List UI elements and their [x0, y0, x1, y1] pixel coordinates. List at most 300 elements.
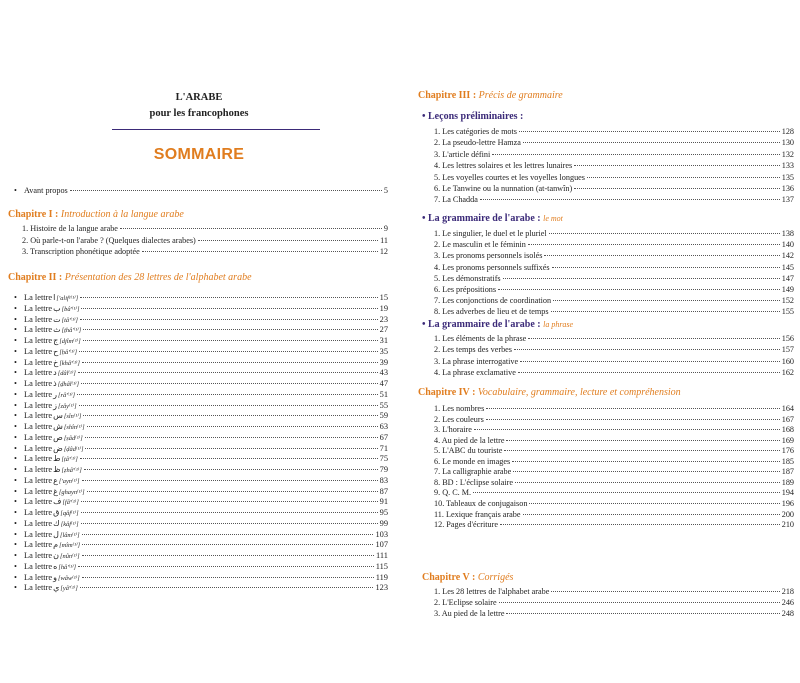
page-number: 83	[379, 475, 388, 485]
sommaire-heading: SOMMAIRE	[153, 146, 245, 163]
entry-label	[14, 411, 81, 420]
entry-label: 1. Le singulier, le duel et le pluriel	[434, 229, 547, 238]
page-number: 11	[380, 235, 388, 245]
arabic-letter: ب	[53, 303, 61, 313]
bullet-icon: •	[14, 314, 17, 324]
toc-entry[interactable]	[434, 161, 794, 170]
page-number: 12	[379, 247, 388, 256]
leader-dots	[529, 503, 779, 504]
transliteration: [ḏhâl⁽¹⁾]	[57, 381, 80, 388]
chapter-4-heading[interactable]	[418, 387, 681, 398]
entry-label: 9. Q. C. M.	[434, 488, 472, 498]
leader-dots	[528, 244, 780, 245]
arabic-letter: ض	[53, 443, 63, 453]
transliteration: [zây⁽¹⁾]	[58, 402, 77, 410]
page-number: 210	[781, 520, 794, 530]
bullet-icon: •	[14, 336, 17, 345]
toc-entry[interactable]	[434, 285, 794, 294]
letter-entry[interactable]	[14, 497, 388, 506]
leader-dots	[587, 177, 780, 178]
arabic-letter: ح	[53, 346, 59, 356]
arabic-letter: ل	[53, 529, 59, 539]
toc-entry[interactable]	[434, 457, 794, 466]
transliteration: [sîn⁽¹⁾]	[63, 413, 82, 421]
bullet-icon: •	[14, 368, 17, 378]
page-number: 123	[375, 583, 388, 593]
leader-dots	[528, 338, 779, 339]
letter-entry[interactable]	[14, 444, 388, 453]
leader-dots	[486, 419, 780, 420]
entry-label	[14, 422, 85, 431]
entry-label	[14, 562, 76, 571]
entry-label	[14, 476, 80, 485]
leader-dots	[82, 480, 378, 481]
book-title: L'ARABE	[175, 92, 223, 103]
arabic-letter: ذ	[53, 379, 57, 388]
leader-dots	[574, 165, 779, 166]
letter-entry[interactable]	[14, 368, 388, 377]
entry-label	[14, 487, 85, 496]
transliteration: [shîn⁽¹⁾]	[63, 424, 85, 431]
page-number: 194	[781, 488, 794, 498]
entry-label: 7. La calligraphie arabe	[434, 467, 512, 477]
chapter-number: Chapitre II :	[8, 272, 63, 283]
entry-label	[14, 444, 83, 453]
toc-entry[interactable]	[434, 415, 794, 424]
bullet-icon: •	[14, 325, 17, 335]
transliteration: [mîm⁽¹⁾]	[59, 542, 81, 550]
leader-dots	[81, 512, 378, 513]
leader-dots	[81, 501, 378, 502]
entry-label: 2. Les temps des verbes	[434, 345, 512, 355]
bullet-icon: •	[14, 583, 17, 593]
toc-entry[interactable]	[434, 478, 794, 487]
entry-label	[14, 540, 80, 549]
leader-dots	[498, 289, 780, 290]
transliteration: [bâ'⁽¹⁾]	[61, 305, 80, 313]
toc-entry[interactable]	[434, 229, 794, 238]
page-number: 145	[781, 262, 794, 272]
letter-label: La lettre	[24, 400, 53, 410]
toc-entry[interactable]	[434, 436, 794, 445]
leader-dots	[506, 613, 779, 614]
page-number: 200	[781, 509, 794, 519]
letter-label: La lettre	[24, 389, 53, 399]
avant-propos-entry[interactable]	[14, 186, 388, 195]
transliteration: [hâ'⁽¹⁾]	[58, 563, 77, 571]
entry-label	[14, 508, 79, 517]
leader-dots	[198, 240, 378, 241]
toc-entry[interactable]	[22, 247, 388, 256]
lecons-heading[interactable]	[422, 111, 523, 122]
entry-label: 3. Au pied de la lettre	[434, 609, 505, 619]
transliteration: [fâ'⁽¹⁾]	[62, 499, 79, 507]
page-number: 189	[781, 477, 794, 487]
leader-dots	[83, 329, 377, 330]
page-number: 111	[376, 551, 388, 560]
leader-dots	[474, 429, 780, 430]
page-number: 128	[781, 127, 794, 136]
page-number: 218	[781, 587, 794, 596]
letter-label: La lettre	[24, 518, 53, 528]
toc-entry[interactable]	[434, 138, 794, 147]
bullet-icon: •	[14, 561, 17, 571]
grammaire-mot-heading[interactable]	[422, 213, 563, 224]
chapter-number: Chapitre I :	[8, 209, 59, 220]
transliteration: [râ'⁽¹⁾]	[58, 391, 76, 399]
toc-entry[interactable]	[434, 404, 794, 413]
avant-propos-text: Avant propos	[24, 186, 68, 195]
bullet-icon: •	[14, 443, 17, 453]
page-number: 196	[781, 498, 794, 508]
leader-dots	[503, 278, 780, 279]
leader-dots	[77, 394, 378, 395]
leader-dots	[523, 142, 780, 143]
arabic-letter: ه	[53, 561, 58, 571]
leader-dots	[79, 405, 378, 406]
leader-dots	[80, 587, 374, 588]
toc-entry[interactable]	[434, 609, 794, 618]
bullet-icon: •	[14, 400, 17, 410]
toc-entry[interactable]	[434, 368, 794, 377]
letter-label: La lettre	[24, 379, 53, 388]
entry-label: 4. Les lettres solaires et les lettres lunaires	[434, 161, 573, 171]
entry-label: 5. Les démonstratifs	[434, 273, 501, 283]
page-number: 140	[781, 240, 794, 250]
arabic-letter: ظ	[53, 465, 61, 474]
avant-propos-label	[14, 186, 68, 195]
page-number: 176	[781, 446, 794, 456]
toc-entry[interactable]	[434, 150, 794, 159]
chapter-5-heading[interactable]	[422, 572, 513, 583]
toc-entry[interactable]	[434, 263, 794, 272]
toc-entry[interactable]	[434, 357, 794, 366]
letter-label: La lettre	[24, 346, 53, 356]
leader-dots	[82, 544, 373, 545]
letter-label: La lettre	[24, 551, 53, 560]
entry-label: 3. Transcription phonétique adoptée	[22, 247, 140, 256]
arabic-letter: ز	[53, 400, 58, 410]
arabic-letter: ث	[53, 325, 61, 335]
transliteration: [dâl⁽¹⁾]	[57, 370, 76, 378]
page-number: 246	[781, 598, 794, 608]
toc-entry[interactable]	[434, 195, 794, 204]
bullet-icon: •	[14, 518, 17, 528]
entry-label: 7. La Chadda	[434, 195, 478, 205]
page-number: 132	[781, 149, 794, 159]
letter-entry[interactable]	[14, 293, 388, 302]
arabic-letter: ا	[53, 293, 56, 302]
toc-entry[interactable]	[434, 307, 794, 316]
page-number: 71	[379, 443, 388, 453]
toc-entry[interactable]	[434, 240, 794, 249]
chapter-title: Introduction à la langue arabe	[60, 209, 184, 220]
toc-entry[interactable]	[434, 184, 794, 193]
chapter-1-heading[interactable]	[8, 209, 184, 220]
page-number: 162	[781, 368, 794, 378]
letter-label: La lettre	[24, 314, 53, 324]
entry-label: 12. Pages d'écriture	[434, 520, 498, 530]
leader-dots	[553, 300, 780, 301]
leader-dots	[81, 383, 378, 384]
entry-label: 2. L'Eclipse solaire	[434, 598, 497, 608]
letter-entry[interactable]	[14, 401, 388, 410]
page-number: 164	[781, 404, 794, 413]
page-number: 130	[781, 138, 794, 148]
page-number: 138	[781, 229, 794, 238]
arabic-letter: ط	[53, 454, 61, 464]
bullet-icon: •	[14, 454, 17, 464]
page-number: 87	[379, 486, 388, 496]
entry-label	[14, 368, 76, 377]
bullet-icon: •	[14, 422, 17, 431]
letter-entry[interactable]	[14, 562, 388, 571]
chapter-title: Corrigés	[477, 572, 514, 583]
letter-entry[interactable]	[14, 411, 388, 420]
letter-label: La lettre	[24, 411, 53, 421]
arabic-letter: غ	[53, 486, 58, 496]
letter-entry[interactable]	[14, 336, 388, 345]
page-number: 99	[379, 518, 388, 528]
toc-entry[interactable]	[434, 520, 794, 529]
letter-entry[interactable]	[14, 390, 388, 399]
arabic-letter: و	[53, 572, 58, 582]
page-number: 167	[781, 414, 794, 424]
toc-entry[interactable]	[434, 587, 794, 596]
toc-entry[interactable]	[434, 425, 794, 434]
leader-dots	[492, 154, 779, 155]
leader-dots	[78, 566, 374, 567]
letter-entry[interactable]	[14, 551, 388, 560]
entry-label: 3. La phrase interrogative	[434, 356, 519, 366]
arabic-letter: د	[53, 368, 57, 378]
letter-label: La lettre	[24, 572, 53, 582]
letter-label: La lettre	[24, 432, 53, 442]
page-number: 135	[781, 172, 794, 182]
section-subtitle: la phrase	[543, 320, 574, 329]
leader-dots	[512, 461, 780, 462]
leader-dots	[81, 308, 377, 309]
leader-dots	[552, 267, 780, 268]
bullet-icon: •	[14, 475, 17, 485]
entry-label	[14, 519, 79, 528]
letter-label: La lettre	[24, 454, 53, 464]
entry-label: 11. Lexique français arabe	[434, 509, 521, 519]
book-subtitle: pour les francophones	[149, 108, 249, 119]
toc-entry[interactable]	[434, 345, 794, 354]
page-number: 149	[781, 285, 794, 294]
letter-entry[interactable]	[14, 519, 388, 528]
entry-label: 2. Les couleurs	[434, 414, 484, 424]
letter-label: La lettre	[24, 583, 53, 593]
page-number: 5	[383, 186, 388, 195]
letter-entry[interactable]	[14, 583, 388, 592]
transliteration: ['ayn⁽¹⁾]	[58, 477, 80, 485]
letter-label: La lettre	[24, 540, 53, 550]
bullet-icon: •	[422, 319, 426, 330]
bullet-icon: •	[422, 111, 426, 122]
transliteration: [kâf⁽¹⁾]	[60, 520, 79, 528]
transliteration: [lâm⁽¹⁾]	[59, 531, 80, 539]
entry-label	[14, 573, 80, 582]
bullet-icon: •	[14, 432, 17, 442]
transliteration: [djîm⁽¹⁾]	[59, 338, 81, 345]
letter-entry[interactable]	[14, 454, 388, 463]
transliteration: [ghayn⁽¹⁾]	[58, 488, 85, 496]
letter-label: La lettre	[24, 508, 53, 517]
letter-entry[interactable]	[14, 465, 388, 474]
leader-dots	[82, 577, 374, 578]
toc-entry[interactable]	[434, 274, 794, 283]
letter-entry[interactable]	[14, 315, 388, 324]
leader-dots	[82, 555, 374, 556]
toc-entry[interactable]	[434, 467, 794, 476]
toc-entry[interactable]	[434, 127, 794, 136]
letter-label: La lettre	[24, 465, 53, 474]
entry-label	[14, 433, 83, 442]
entry-label: 3. Les pronoms personnels isolés	[434, 251, 543, 261]
leader-dots	[82, 362, 378, 363]
page-number: 156	[781, 334, 794, 343]
entry-label	[14, 530, 80, 539]
section-title: La grammaire de l'arabe :	[428, 319, 541, 330]
leader-dots	[504, 450, 779, 451]
grammaire-phrase-heading[interactable]	[422, 319, 573, 330]
toc-entry[interactable]	[434, 598, 794, 607]
transliteration: [ṭâ'⁽¹⁾]	[61, 456, 78, 464]
arabic-letter: ف	[53, 497, 62, 507]
transliteration: [khâ'⁽¹⁾]	[59, 359, 80, 367]
toc-entry[interactable]	[22, 236, 388, 245]
leader-dots	[142, 251, 378, 252]
leader-dots	[70, 190, 382, 191]
entry-label: 7. Les conjonctions de coordination	[434, 296, 552, 306]
entry-label: 3. L'horaire	[434, 425, 472, 435]
page-number: 185	[781, 456, 794, 466]
entry-label	[14, 347, 77, 356]
letter-label: La lettre	[24, 357, 53, 367]
page-number: 168	[781, 425, 794, 435]
toc-entry[interactable]	[434, 510, 794, 519]
leader-dots	[523, 514, 780, 515]
letter-label: La lettre	[24, 475, 53, 485]
chapter-3-heading[interactable]	[418, 90, 563, 101]
toc-entry[interactable]	[434, 499, 794, 508]
letter-entry[interactable]	[14, 347, 388, 356]
leader-dots	[506, 440, 779, 441]
letter-entry[interactable]	[14, 530, 388, 539]
toc-entry[interactable]	[434, 251, 794, 260]
leader-dots	[544, 255, 779, 256]
leader-dots	[78, 372, 378, 373]
chapter-2-heading[interactable]	[8, 272, 252, 283]
bullet-icon: •	[14, 486, 17, 496]
arabic-letter: ج	[53, 336, 59, 345]
bullet-icon: •	[14, 465, 17, 474]
page-number: 47	[379, 379, 388, 388]
page-number: 187	[781, 467, 794, 477]
letter-entry[interactable]	[14, 379, 388, 388]
transliteration: [wâw⁽¹⁾]	[58, 574, 80, 582]
letter-entry[interactable]	[14, 573, 388, 582]
letter-entry[interactable]	[14, 433, 388, 442]
letter-label: La lettre	[24, 336, 53, 345]
entry-label: 2. Où parle-t-on l'arabe ? (Quelques dialectes arabes)	[22, 235, 196, 245]
entry-label	[14, 551, 80, 560]
page-number: 39	[379, 357, 388, 367]
entry-label: 1. Les éléments de la phrase	[434, 334, 527, 343]
leader-dots	[500, 524, 780, 525]
page-number: 35	[379, 346, 388, 356]
entry-label: 6. Les prépositions	[434, 285, 497, 294]
letter-entry[interactable]	[14, 358, 388, 367]
toc-entry[interactable]	[434, 173, 794, 182]
entry-label: 1. Les nombres	[434, 404, 485, 413]
toc-entry[interactable]	[434, 446, 794, 455]
entry-label: 5. L'ABC du touriste	[434, 446, 503, 456]
leader-dots	[87, 491, 378, 492]
page-number: 19	[379, 303, 388, 313]
bullet-icon: •	[14, 508, 17, 517]
page-number: 157	[781, 345, 794, 355]
letter-entry[interactable]	[14, 540, 388, 549]
toc-entry[interactable]	[22, 224, 388, 233]
letter-entry[interactable]	[14, 487, 388, 496]
transliteration: [yâ'⁽¹⁾]	[60, 585, 78, 593]
chapter-number: Chapitre IV :	[418, 387, 476, 398]
leader-dots	[81, 523, 378, 524]
page-number: 169	[781, 435, 794, 445]
letter-entry[interactable]	[14, 508, 388, 517]
entry-label: 4. La phrase exclamative	[434, 368, 516, 378]
leader-dots	[519, 131, 780, 132]
entry-label	[14, 379, 79, 388]
page-number: 23	[379, 314, 388, 324]
letter-entry[interactable]	[14, 304, 388, 313]
transliteration: [ẓhâ'⁽¹⁾]	[61, 467, 82, 474]
entry-label: 8. BD : L'éclipse solaire	[434, 477, 514, 487]
toc-entry[interactable]	[434, 488, 794, 497]
entry-label: 1. Histoire de la langue arabe	[22, 224, 118, 233]
toc-entry[interactable]	[434, 334, 794, 343]
arabic-letter: ك	[53, 518, 60, 528]
letter-entry[interactable]	[14, 476, 388, 485]
letter-label: La lettre	[24, 368, 53, 378]
page-number: 155	[781, 307, 794, 317]
entry-label	[14, 497, 79, 506]
leader-dots	[84, 469, 378, 470]
entry-label	[14, 465, 82, 474]
entry-label: 4. Les pronoms personnels suffixés	[434, 262, 550, 272]
entry-label	[14, 336, 81, 345]
letter-label: La lettre	[24, 293, 53, 302]
page-number: 103	[375, 529, 388, 539]
toc-entry[interactable]	[434, 296, 794, 305]
leader-dots	[486, 408, 779, 409]
entry-label	[14, 454, 78, 463]
page-number: 119	[375, 572, 388, 582]
leader-dots	[85, 448, 377, 449]
section-subtitle: le mot	[543, 214, 563, 223]
bullet-icon: •	[14, 551, 17, 560]
leader-dots	[520, 361, 780, 362]
page-number: 9	[383, 224, 388, 233]
letter-entry[interactable]	[14, 325, 388, 334]
letter-label: La lettre	[24, 561, 53, 571]
bullet-icon: •	[14, 293, 17, 302]
letter-entry[interactable]	[14, 422, 388, 431]
chapter-title: Précis de grammaire	[478, 90, 563, 101]
